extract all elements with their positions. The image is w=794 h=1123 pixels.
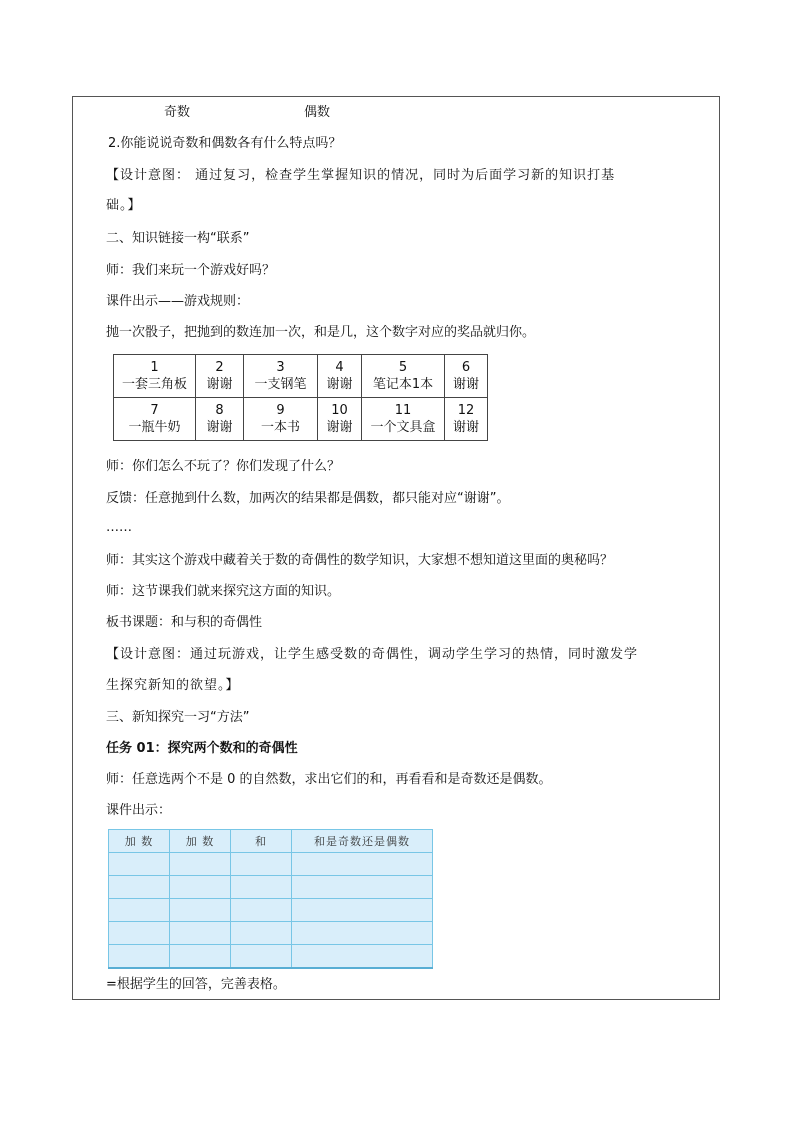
empty-cell bbox=[231, 853, 292, 876]
table-row bbox=[109, 899, 433, 922]
table-header-row bbox=[109, 830, 433, 853]
teacher-line-2: 师：你们怎么不玩了？你们发现了什么？ bbox=[106, 459, 341, 474]
header-cell: 和 bbox=[231, 830, 292, 853]
empty-cell bbox=[292, 899, 433, 922]
label-even: 偶数 bbox=[304, 105, 331, 120]
empty-cell bbox=[292, 876, 433, 899]
prize-cell: 1 一套三角板 bbox=[114, 355, 196, 398]
header-cell: 加 数 bbox=[170, 830, 231, 853]
closing-note: =根据学生的回答，完善表格。 bbox=[106, 977, 286, 992]
empty-cell bbox=[170, 876, 231, 899]
prize-cell: 2 谢谢 bbox=[196, 355, 244, 398]
ellipsis-line: …… bbox=[106, 520, 132, 535]
design-intent-2: 【设计意图：通过玩游戏，让学生感受数的奇偶性，调动学生学习的热情，同时激发学 bbox=[106, 647, 639, 662]
prize-table bbox=[113, 354, 488, 441]
table-row bbox=[114, 398, 488, 441]
empty-cell bbox=[292, 945, 433, 969]
feedback-line: 反馈：任意抛到什么数，加两次的结果都是偶数，都只能对应“谢谢”。 bbox=[106, 491, 510, 506]
header-cell: 和是奇数还是偶数 bbox=[292, 830, 433, 853]
prize-cell: 8 谢谢 bbox=[196, 398, 244, 441]
teacher-line-5: 师：任意选两个不是 0 的自然数，求出它们的和，再看看和是奇数还是偶数。 bbox=[106, 772, 552, 787]
empty-cell bbox=[109, 853, 170, 876]
empty-cell bbox=[109, 899, 170, 922]
section-3-heading: 三、新知探究一习“方法” bbox=[106, 710, 250, 725]
sum-parity-table bbox=[108, 829, 433, 969]
teacher-line-4: 师：这节课我们就来探究这方面的知识。 bbox=[106, 584, 341, 599]
empty-cell bbox=[231, 876, 292, 899]
empty-cell bbox=[170, 853, 231, 876]
empty-cell bbox=[292, 922, 433, 945]
teacher-line-1: 师：我们来玩一个游戏好吗？ bbox=[106, 263, 276, 278]
question-2: 2.你能说说奇数和偶数各有什么特点吗？ bbox=[108, 136, 342, 151]
empty-cell bbox=[231, 899, 292, 922]
prize-cell: 11 一个文具盒 bbox=[362, 398, 445, 441]
prize-cell: 3 一支钢笔 bbox=[244, 355, 318, 398]
dice-rule: 抛一次骰子，把抛到的数连加一次，和是几，这个数字对应的奖品就归你。 bbox=[106, 325, 536, 340]
prize-cell: 6 谢谢 bbox=[445, 355, 488, 398]
table-row bbox=[109, 876, 433, 899]
prize-cell: 10 谢谢 bbox=[318, 398, 362, 441]
empty-cell bbox=[170, 899, 231, 922]
game-rule-heading: 课件出示——游戏规则： bbox=[106, 294, 250, 309]
label-odd: 奇数 bbox=[164, 105, 191, 120]
empty-cell bbox=[231, 922, 292, 945]
prize-cell: 7 一瓶牛奶 bbox=[114, 398, 196, 441]
section-2-heading: 二、知识链接一构“联系” bbox=[106, 231, 250, 246]
table-row bbox=[109, 945, 433, 969]
prize-cell: 4 谢谢 bbox=[318, 355, 362, 398]
design-intent-2-cont: 生探究新知的欲望。】 bbox=[106, 678, 240, 693]
board-topic: 板书课题：和与积的奇偶性 bbox=[106, 615, 263, 630]
empty-cell bbox=[109, 922, 170, 945]
table-row bbox=[114, 355, 488, 398]
empty-cell bbox=[170, 945, 231, 969]
table-row bbox=[109, 922, 433, 945]
empty-cell bbox=[292, 853, 433, 876]
table-row bbox=[109, 853, 433, 876]
header-cell: 加 数 bbox=[109, 830, 170, 853]
prize-cell: 12 谢谢 bbox=[445, 398, 488, 441]
prize-cell: 9 一本书 bbox=[244, 398, 318, 441]
prize-cell: 5 笔记本1本 bbox=[362, 355, 445, 398]
courseware-show: 课件出示： bbox=[106, 803, 172, 818]
empty-cell bbox=[170, 922, 231, 945]
teacher-line-3: 师：其实这个游戏中藏着关于数的奇偶性的数学知识，大家想不想知道这里面的奥秘吗？ bbox=[106, 553, 614, 568]
design-intent-1: 【设计意图： 通过复习，检查学生掌握知识的情况，同时为后面学习新的知识打基 bbox=[106, 168, 616, 183]
empty-cell bbox=[109, 945, 170, 969]
empty-cell bbox=[109, 876, 170, 899]
empty-cell bbox=[231, 945, 292, 969]
design-intent-1-cont: 础。】 bbox=[106, 198, 142, 213]
task-01-heading: 任务 01：探究两个数和的奇偶性 bbox=[106, 741, 298, 756]
